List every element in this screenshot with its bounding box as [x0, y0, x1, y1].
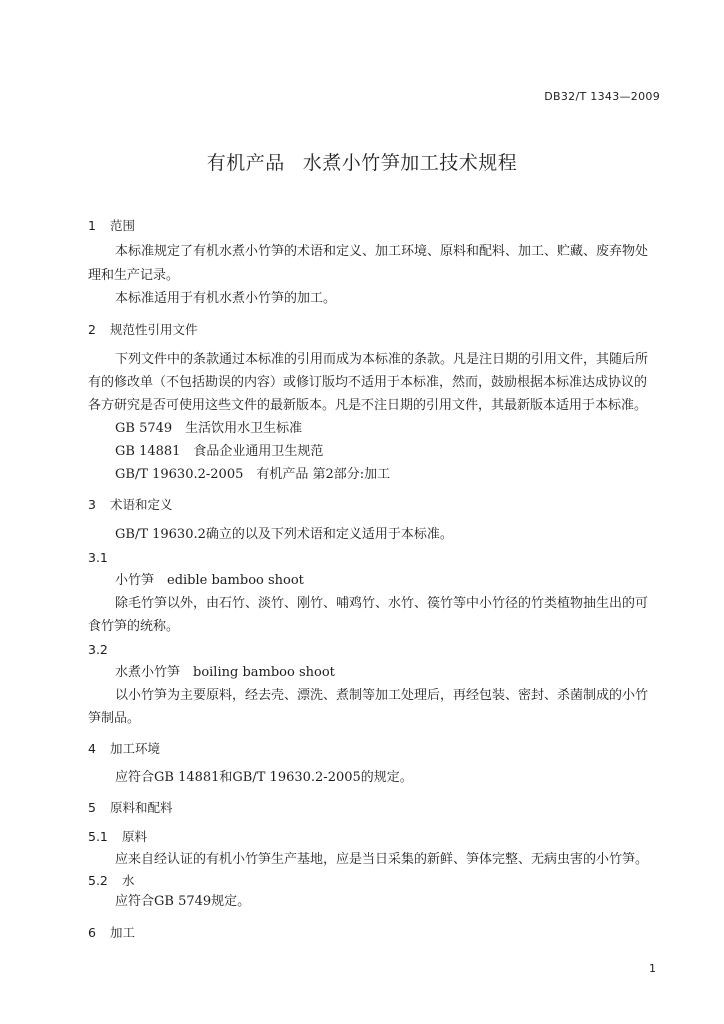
reference-item: GB/T 19630.2-2005 有机产品 第2部分:加工 — [115, 467, 391, 482]
subsection-number: 5.1 — [88, 829, 108, 844]
section-title: 原料和配料 — [110, 800, 173, 815]
page-number: 1 — [649, 962, 656, 975]
section-number: 4 — [88, 741, 96, 756]
paragraph-line: 笋制品。 — [88, 711, 141, 726]
section-number: 5 — [88, 800, 96, 815]
paragraph-line: GB/T 19630.2确立的以及下列术语和定义适用于本标准。 — [115, 527, 453, 542]
paragraph-line: 本标准规定了有机水煮小竹笋的术语和定义、加工环境、原料和配料、加工、贮藏、废弃物处 — [115, 244, 649, 259]
section-4-heading — [88, 741, 160, 757]
paragraph-line: 本标准适用于有机水煮小竹笋的加工。 — [115, 291, 337, 306]
reference-item: GB 14881 食品企业通用卫生规范 — [115, 444, 324, 459]
term-entry: 小竹笋 edible bamboo shoot — [115, 573, 304, 588]
section-title: 加工环境 — [110, 741, 161, 756]
subsection-number: 3.1 — [88, 550, 108, 565]
subsection-title: 水 — [122, 873, 135, 888]
reference-item: GB 5749 生活饮用水卫生标准 — [115, 421, 303, 436]
paragraph-line: 以小竹笋为主要原料，经去壳、漂洗、煮制等加工处理后，再经包装、密封、杀菌制成的小竹 — [115, 688, 649, 703]
section-number: 2 — [88, 322, 96, 337]
paragraph-line: 应符合GB 14881和GB/T 19630.2-2005的规定。 — [115, 770, 413, 785]
paragraph-line: 除毛竹笋以外，由石竹、淡竹、刚竹、哺鸡竹、水竹、篌竹等中小竹径的竹类植物抽生出的可 — [115, 596, 649, 611]
section-title: 加工 — [110, 925, 136, 940]
section-number: 6 — [88, 925, 96, 940]
subsection-5-2-heading — [88, 873, 135, 889]
paragraph-line: 应来自经认证的有机小竹笋生产基地，应是当日采集的新鲜、笋体完整、无病虫害的小竹笋。 — [115, 852, 649, 867]
subsection-5-1-heading — [88, 829, 147, 845]
paragraph-line: 理和生产记录。 — [88, 268, 180, 283]
paragraph-line: 应符合GB 5749规定。 — [115, 894, 251, 909]
subsection-number: 3.2 — [88, 642, 108, 657]
section-number: 1 — [88, 218, 96, 233]
title-part-1: 有机产品 — [206, 152, 285, 174]
subsection-number: 5.2 — [88, 873, 108, 888]
paragraph-line: 食竹笋的统称。 — [88, 619, 180, 634]
section-6-heading — [88, 925, 135, 941]
paragraph-line: 下列文件中的条款通过本标准的引用而成为本标准的条款。凡是注日期的引用文件，其随后所 — [115, 352, 649, 367]
paragraph-line: 有的修改单（不包括勘误的内容）或修订版均不适用于本标准，然而，鼓励根据本标准达成协议的 — [88, 375, 648, 390]
section-1-heading — [88, 218, 135, 234]
term-entry: 水煮小竹笋 boiling bamboo shoot — [115, 665, 335, 680]
section-title: 术语和定义 — [110, 497, 173, 512]
section-title: 范围 — [110, 218, 136, 233]
section-2-heading — [88, 322, 198, 338]
page-title — [0, 148, 724, 175]
paragraph-line: 各方研究是否可使用这些文件的最新版本。凡是不注日期的引用文件，其最新版本适用于本标准。 — [88, 398, 648, 413]
section-5-heading — [88, 800, 173, 816]
section-3-heading — [88, 497, 173, 513]
title-part-2: 水煮小竹笋加工技术规程 — [302, 152, 518, 174]
subsection-title: 原料 — [122, 829, 148, 844]
section-number: 3 — [88, 497, 96, 512]
section-title: 规范性引用文件 — [110, 322, 198, 337]
doc-code: DB32/T 1343—2009 — [544, 90, 660, 103]
